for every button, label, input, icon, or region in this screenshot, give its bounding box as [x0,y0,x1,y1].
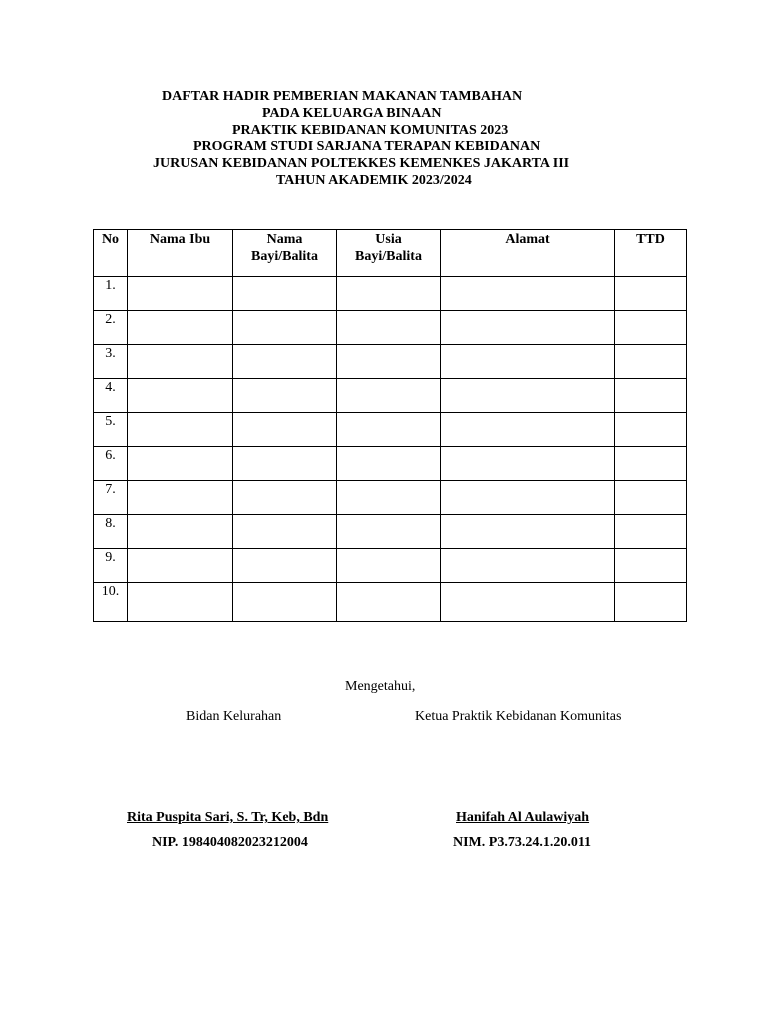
title-line-3: PRAKTIK KEBIDANAN KOMUNITAS 2023 [232,123,509,138]
cell-usia-bayi [337,345,441,379]
table-row [94,481,687,515]
header-no [94,230,128,277]
table-row [94,311,687,345]
cell-nama-ibu [128,583,233,622]
cell-nama-ibu [128,481,233,515]
right-signer-role: Ketua Praktik Kebidanan Komunitas [415,709,622,724]
table-header-row [94,230,687,277]
cell-alamat [441,413,615,447]
cell-usia-bayi [337,379,441,413]
attendance-table [93,229,687,622]
header-usia-bayi-line1: Usia [375,232,402,247]
header-usia-bayi-line2: Bayi/Balita [355,249,422,264]
cell-nama-ibu [128,311,233,345]
acknowledged-label: Mengetahui, [345,679,416,694]
cell-usia-bayi [337,549,441,583]
cell-nama-bayi [233,481,337,515]
cell-ttd [615,277,687,311]
title-line-2: PADA KELUARGA BINAAN [262,106,442,121]
row-number: 9. [94,549,128,583]
row-number: 2. [94,311,128,345]
title-line-6: TAHUN AKADEMIK 2023/2024 [276,173,472,188]
table-row [94,413,687,447]
table-row [94,549,687,583]
cell-alamat [441,311,615,345]
cell-ttd [615,311,687,345]
table-row [94,345,687,379]
cell-alamat [441,515,615,549]
cell-alamat [441,277,615,311]
header-ttd-label: TTD [636,232,665,247]
cell-nama-ibu [128,515,233,549]
cell-alamat [441,481,615,515]
cell-usia-bayi [337,583,441,622]
cell-nama-bayi [233,311,337,345]
row-number: 10. [94,583,128,622]
cell-ttd [615,549,687,583]
cell-alamat [441,379,615,413]
cell-alamat [441,583,615,622]
left-signer-role: Bidan Kelurahan [186,709,282,724]
cell-nama-bayi [233,413,337,447]
cell-alamat [441,345,615,379]
cell-usia-bayi [337,481,441,515]
cell-ttd [615,481,687,515]
header-alamat [441,230,615,277]
cell-alamat [441,447,615,481]
header-alamat-label: Alamat [505,232,550,247]
table-row [94,379,687,413]
row-number: 5. [94,413,128,447]
cell-alamat [441,549,615,583]
cell-nama-bayi [233,277,337,311]
cell-nama-ibu [128,413,233,447]
header-nama-bayi-line2: Bayi/Balita [251,249,318,264]
cell-nama-ibu [128,549,233,583]
cell-ttd [615,583,687,622]
cell-nama-ibu [128,447,233,481]
row-number: 3. [94,345,128,379]
row-number: 4. [94,379,128,413]
cell-ttd [615,447,687,481]
header-nama-ibu-label: Nama Ibu [149,232,211,247]
right-signer-id: NIM. P3.73.24.1.20.011 [453,835,592,850]
row-number: 1. [94,277,128,311]
table-row [94,447,687,481]
title-line-4: PROGRAM STUDI SARJANA TERAPAN KEBIDANAN [193,139,541,154]
right-signer-name: Hanifah Al Aulawiyah [456,810,590,825]
table-row [94,277,687,311]
cell-ttd [615,413,687,447]
cell-usia-bayi [337,515,441,549]
cell-ttd [615,515,687,549]
header-ttd [615,230,687,277]
cell-nama-ibu [128,379,233,413]
header-no-label: No [101,232,120,247]
cell-nama-bayi [233,379,337,413]
header-usia-bayi [337,230,441,277]
cell-usia-bayi [337,311,441,345]
header-nama-bayi [233,230,337,277]
cell-nama-bayi [233,447,337,481]
title-line-5: JURUSAN KEBIDANAN POLTEKKES KEMENKES JAKARTA III [153,156,570,171]
cell-nama-bayi [233,549,337,583]
header-nama-bayi-line1: Nama [266,232,303,247]
cell-nama-ibu [128,277,233,311]
cell-nama-ibu [128,345,233,379]
cell-nama-bayi [233,515,337,549]
left-signer-id: NIP. 198404082023212004 [152,835,308,850]
cell-usia-bayi [337,277,441,311]
cell-usia-bayi [337,447,441,481]
row-number: 6. [94,447,128,481]
cell-ttd [615,379,687,413]
cell-nama-bayi [233,345,337,379]
table-row [94,583,687,622]
header-nama-ibu [128,230,233,277]
title-line-1: DAFTAR HADIR PEMBERIAN MAKANAN TAMBAHAN [162,89,523,104]
row-number: 7. [94,481,128,515]
row-number: 8. [94,515,128,549]
cell-usia-bayi [337,413,441,447]
left-signer-name: Rita Puspita Sari, S. Tr, Keb, Bdn [127,810,329,825]
table-row [94,515,687,549]
cell-nama-bayi [233,583,337,622]
cell-ttd [615,345,687,379]
